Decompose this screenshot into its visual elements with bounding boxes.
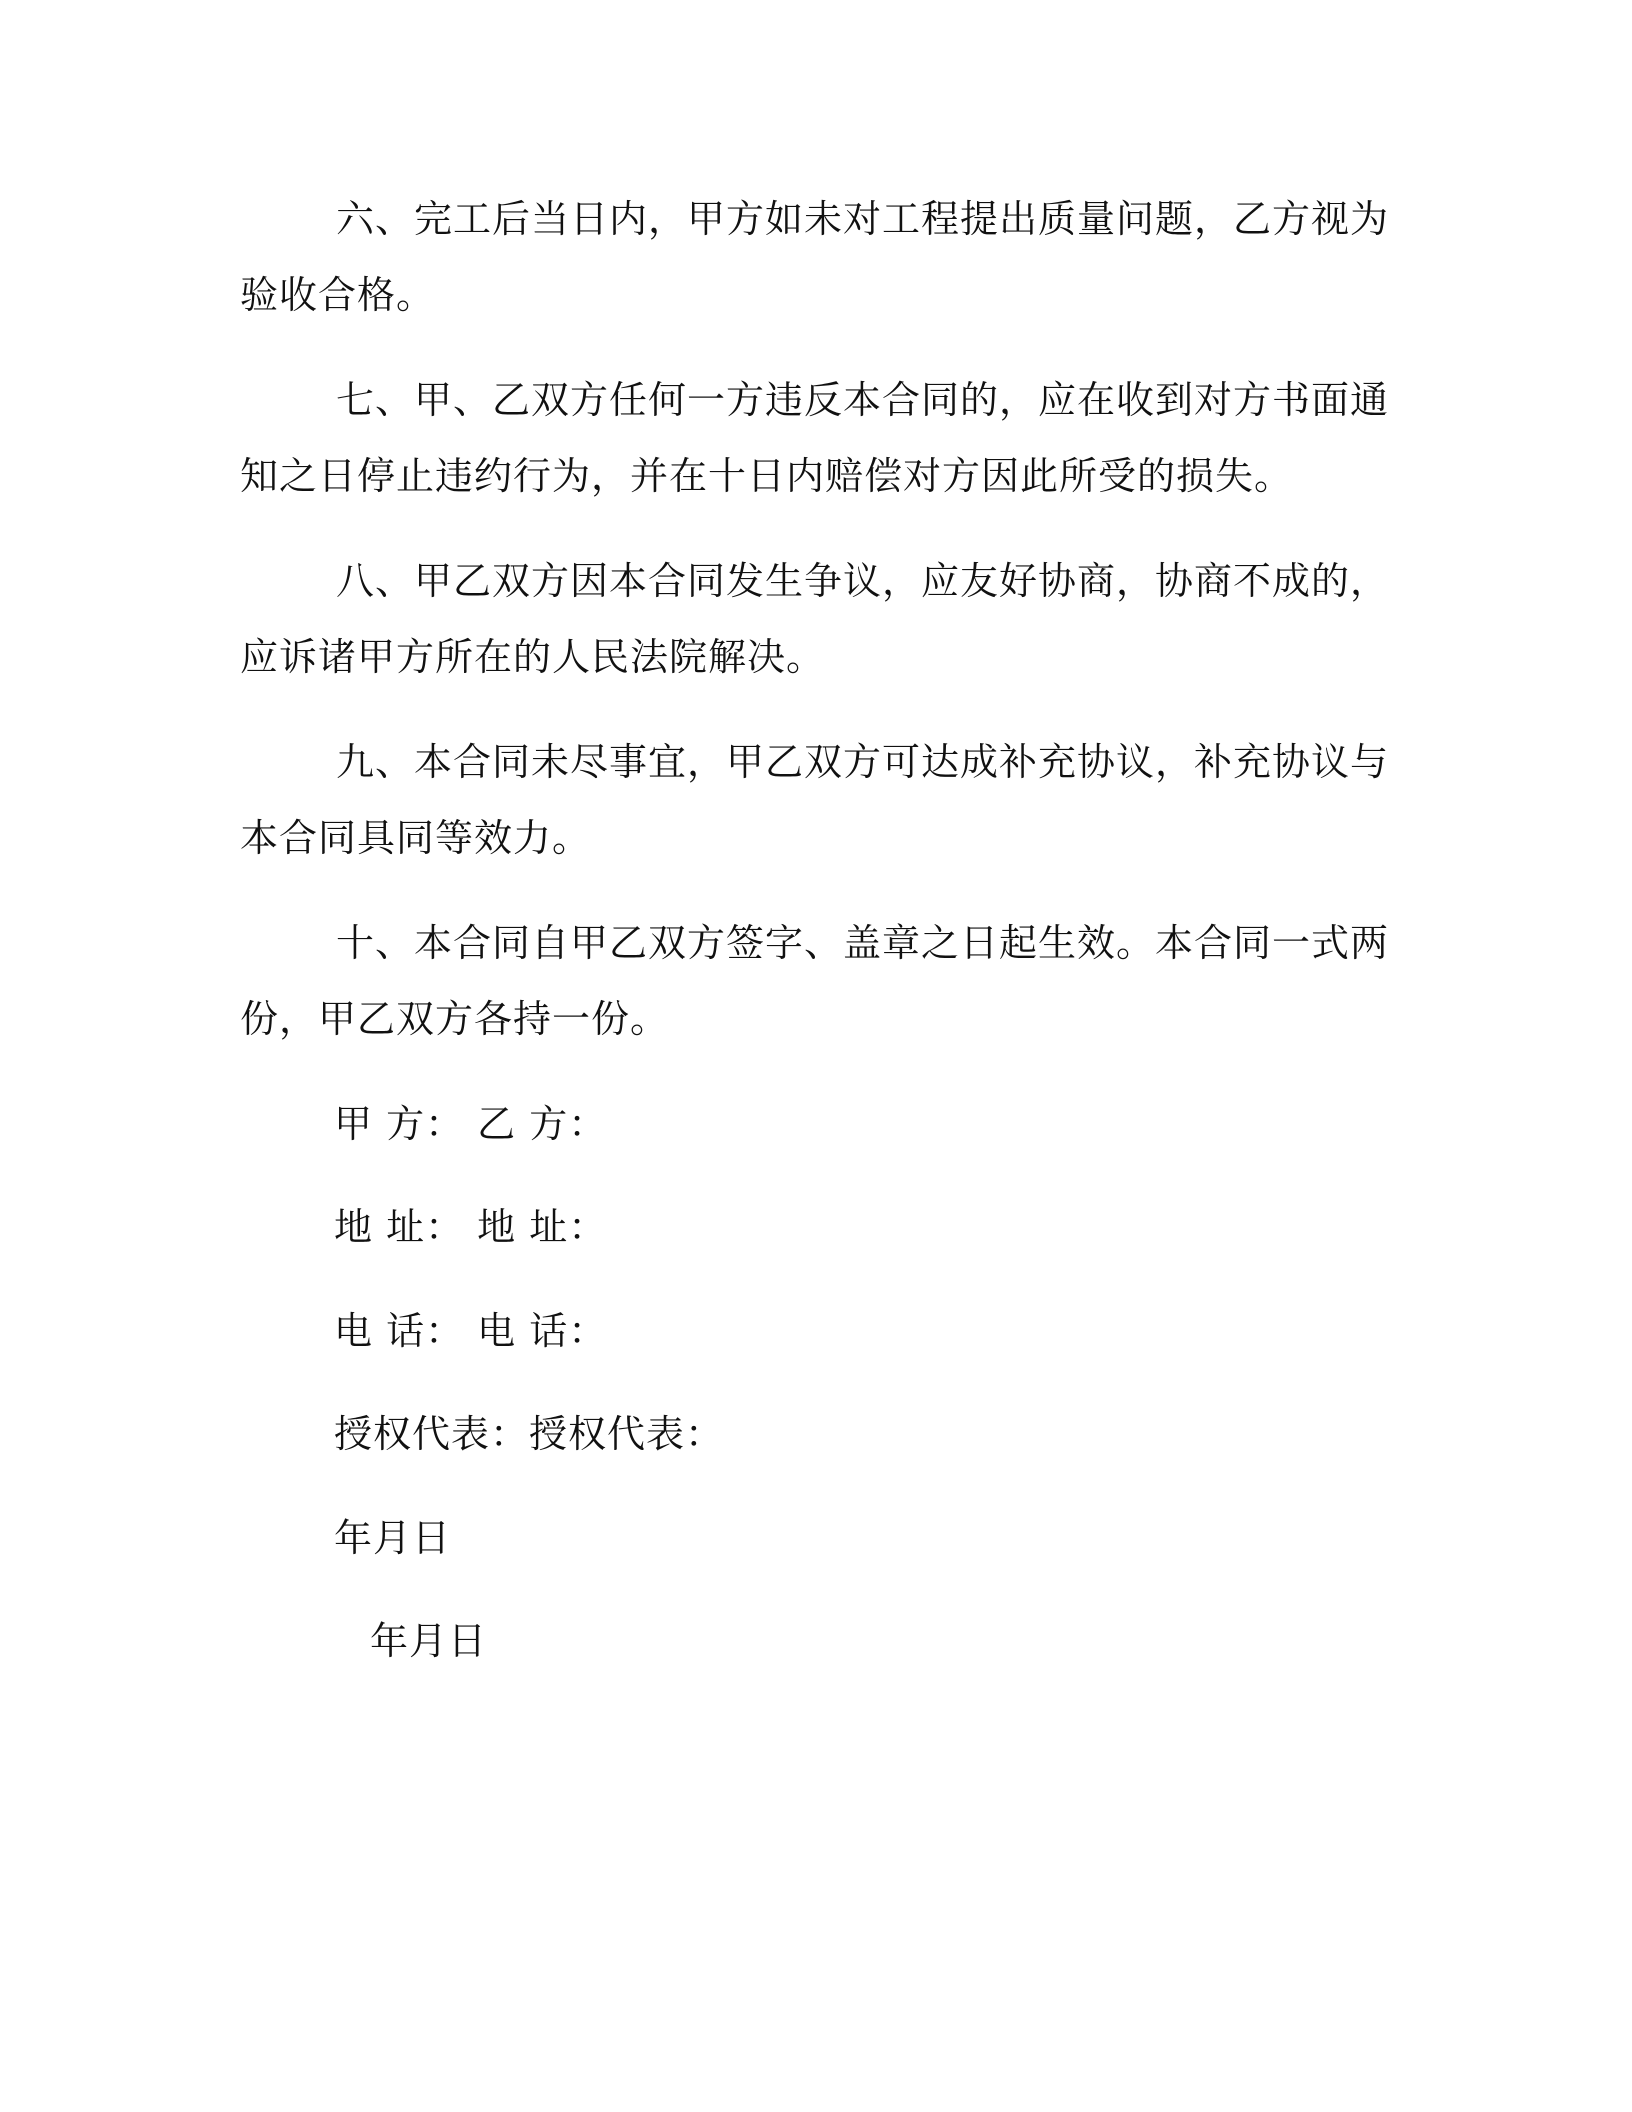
signature-date-party-a: 年月日: [334, 1516, 452, 1560]
signature-phone-line: 电 话： 电 话：: [334, 1309, 608, 1353]
clause-6: 六、完工后当日内，甲方如未对工程提出质量问题，乙方视为验收合格。: [240, 197, 1390, 317]
clause-7: 七、甲、乙双方任何一方违反本合同的，应在收到对方书面通知之日停止违约行为，并在十日内赔偿对方因此所受的损失。: [240, 378, 1390, 498]
signature-party-line: 甲 方： 乙 方：: [334, 1102, 608, 1146]
clause-9: 九、本合同未尽事宜，甲乙双方可达成补充协议，补充协议与本合同具同等效力。: [240, 740, 1390, 860]
signature-date-party-b: 年月日: [370, 1619, 488, 1663]
signature-representative-line: 授权代表：授权代表：: [334, 1412, 725, 1456]
clause-8: 八、甲乙双方因本合同发生争议，应友好协商，协商不成的，应诉诸甲方所在的人民法院解决。: [240, 559, 1390, 679]
clause-10: 十、本合同自甲乙双方签字、盖章之日起生效。本合同一式两份，甲乙双方各持一份。: [240, 921, 1390, 1041]
signature-address-line: 地 址： 地 址：: [334, 1205, 608, 1249]
